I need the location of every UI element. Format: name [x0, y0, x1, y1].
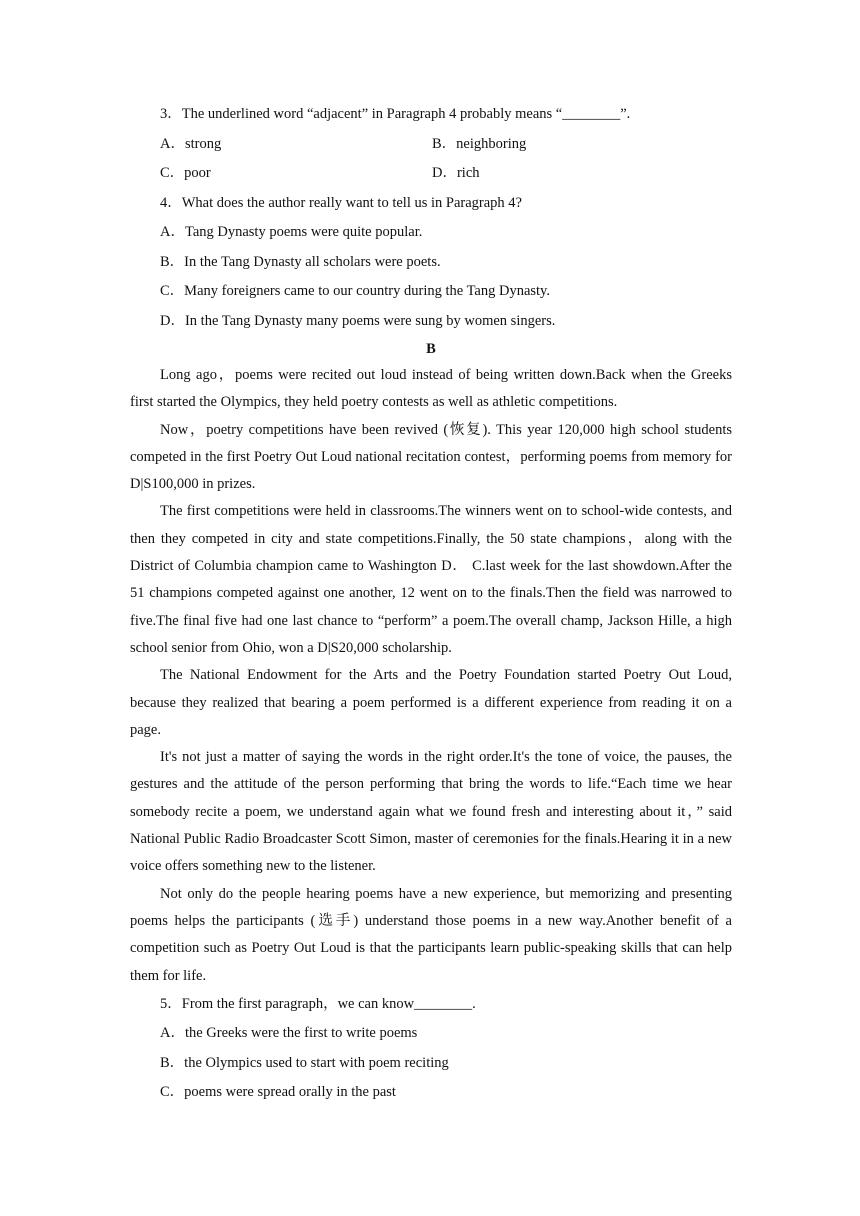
- document-page: [130, 100, 732, 1108]
- option-a: A．the Greeks were the first to write poems: [160, 1025, 418, 1042]
- option-d: D．rich: [432, 165, 480, 181]
- option-c: C．Many foreigners came to our country during the Tang Dynasty.: [160, 283, 550, 299]
- question-4-stem: 4．What does the author really want to tell us in Paragraph 4?: [160, 194, 522, 211]
- option-b: B．neighboring: [432, 135, 527, 152]
- passage-paragraph-5: It's not just a matter of saying the words in the right order.It's the tone of voice, the pauses, the gestures and the attitude of the person performing that bring the words to life.“Each time we hear somebody recite a poem, we understand again what we found fresh and interesting about it，” said National Public Radio Broadcaster Scott Simon, master of ceremonies for the finals.Hearing it in a new voice offers something new to the listener.: [130, 749, 732, 875]
- option-b: B．In the Tang Dynasty all scholars were poets.: [160, 253, 441, 270]
- passage-paragraph-1: Long ago，poems were recited out loud instead of being written down.Back when the Greeks first started the Olympics, they held poetry contests as well as athletic competitions.: [130, 367, 732, 411]
- option-b: B．the Olympics used to start with poem reciting: [160, 1054, 449, 1071]
- option-a: A．strong: [160, 135, 222, 152]
- passage-paragraph-4: The National Endowment for the Arts and the Poetry Foundation started Poetry Out Loud, because they realized that bearing a poem performed is a different experience from reading it on a page.: [130, 667, 732, 738]
- question-3-options-row-2: [130, 159, 732, 189]
- option-a: A．Tang Dynasty poems were quite popular.: [160, 224, 423, 240]
- option-c: C．poor: [160, 165, 211, 181]
- passage-paragraph-2: Now，poetry competitions have been revived (恢复). This year 120,000 high school students competed in the first Poetry Out Loud national recitation contest，performing poems from memory for D|S100,000 in prizes.: [130, 421, 732, 493]
- question-3-stem: 3．The underlined word “adjacent” in Paragraph 4 probably means “________”.: [160, 106, 631, 122]
- option-c: C．poems were spread orally in the past: [160, 1084, 396, 1101]
- question-5-stem: 5．From the first paragraph，we can know________.: [160, 995, 476, 1012]
- passage-paragraph-6: Not only do the people hearing poems have a new experience, but memorizing and presenting poems helps the participants (选手) understand those poems in a new way.Another benefit of a competition such as Poetry Out Loud is that the participants learn public-speaking skills that can help them for life.: [130, 885, 732, 984]
- question-3-options-row-1: [130, 130, 732, 160]
- section-heading: B: [426, 341, 436, 357]
- option-d: D．In the Tang Dynasty many poems were sung by women singers.: [160, 312, 556, 329]
- passage-paragraph-3: The first competitions were held in classrooms.The winners went on to school-wide contests, and then they competed in city and state competitions.Finally, the 50 state champions，along with the District of Columbia champion came to Washington D． C.last week for the last showdown.After the 51 champions competed against one another, 12 went on to the finals.Then the field was narrowed to five.The final five had one last chance to “perform” a poem.The overall champ, Jackson Hille, a high school senior from Ohio, won a D|S20,000 scholarship.: [130, 503, 732, 656]
